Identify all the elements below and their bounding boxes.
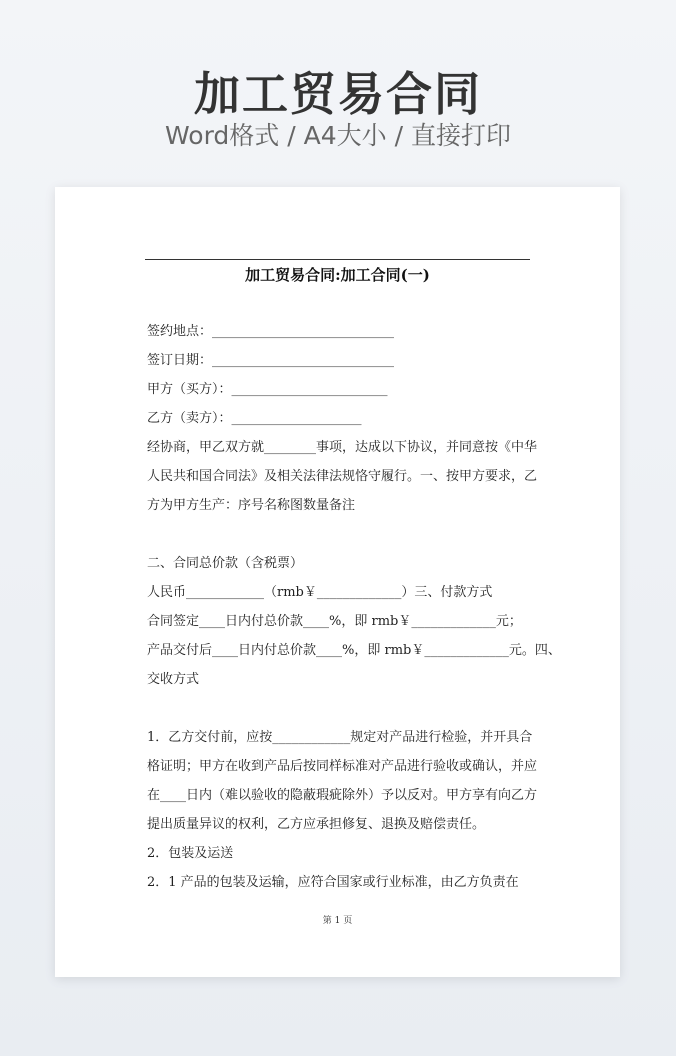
paragraph-line: 交收方式	[147, 672, 200, 687]
paragraph-line: 在____日内（难以验收的隐蔽瑕疵除外）予以反对。甲方享有向乙方	[147, 788, 538, 803]
section-heading: 二、合同总价款（含税票）	[147, 556, 304, 571]
paragraph-line: 人民共和国合同法》及相关法律法规恪守履行。一、按甲方要求，乙	[147, 469, 538, 484]
banner-subtitle: Word格式 / A4大小 / 直接打印	[165, 121, 511, 150]
document-title: 加工贸易合同:加工合同(一)	[245, 266, 430, 284]
paragraph-line: 1．乙方交付前，应按____________规定对产品进行检验，并开具合	[147, 730, 533, 745]
party-b-line: 乙方（卖方）：____________________	[147, 411, 362, 426]
paragraph-line: 经协商，甲乙双方就________事项，达成以下协议，并同意按《中华	[147, 440, 538, 455]
blank-line	[147, 694, 537, 723]
party-a-line: 甲方（买方）：________________________	[147, 382, 388, 397]
paragraph-line: 2．1 产品的包装及运输，应符合国家或行业标准，由乙方负责在	[147, 875, 519, 890]
paragraph-line: 方为甲方生产：序号名称图数量备注	[147, 498, 356, 513]
document-body	[147, 317, 561, 897]
paragraph-line: 产品交付后____日内付总价款____%，即 rmb￥_____________元。四、	[147, 643, 561, 658]
paragraph-line: 提出质量异议的权利，乙方应承担修复、退换及赔偿责任。	[147, 817, 486, 832]
blank-line	[147, 520, 537, 549]
paragraph-line: 格证明；甲方在收到产品后按同样标准对产品进行验收或确认，并应	[147, 759, 538, 774]
paragraph-line: 合同签定____日内付总价款____%，即 rmb￥_____________元；	[147, 614, 522, 629]
page-number: 第 1 页	[322, 916, 353, 926]
section-heading: 2．包装及运送	[147, 846, 234, 861]
document-page	[55, 187, 620, 977]
header-rule	[145, 259, 530, 260]
paragraph-line: 人民币____________（rmb￥_____________）三、付款方式	[147, 585, 493, 600]
signing-place-line: 签约地点：____________________________	[147, 324, 395, 339]
banner-title: 加工贸易合同	[194, 67, 482, 121]
signing-date-line: 签订日期：____________________________	[147, 353, 395, 368]
